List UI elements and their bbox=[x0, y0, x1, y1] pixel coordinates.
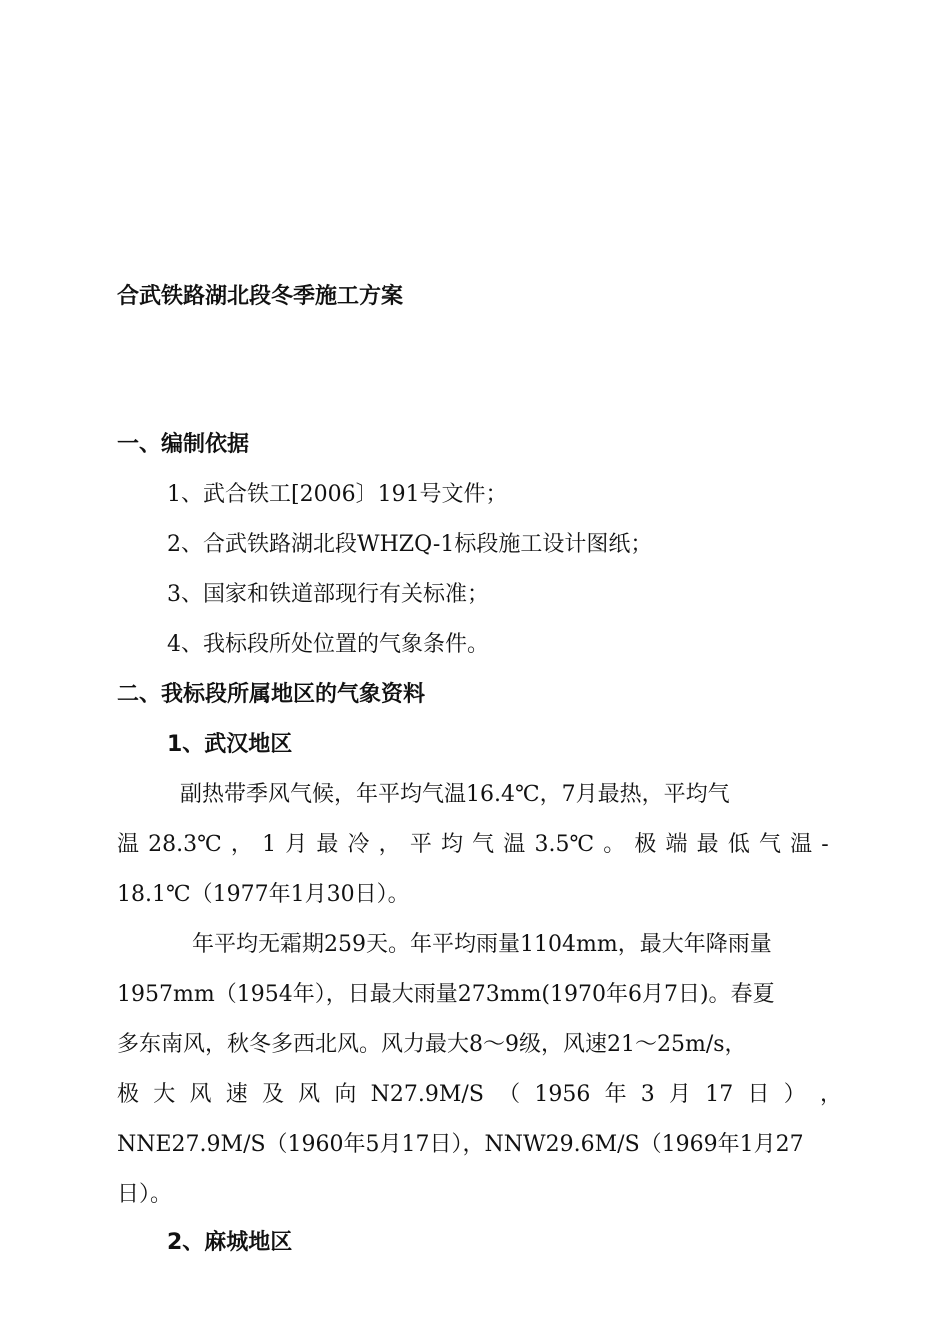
justified-text-fragment: ） bbox=[783, 1082, 806, 1107]
justified-text-fragment: ， bbox=[378, 832, 401, 857]
section-heading-climate: 二、我标段所属地区的气象资料 bbox=[117, 682, 426, 707]
paragraph-line: 18.1℃（1977年1月30日）。 bbox=[117, 882, 410, 907]
justified-text-fragment: 大 bbox=[153, 1082, 176, 1107]
paragraph-line: 年平均无霜期259天。年平均雨量1104mm，最大年降雨量 bbox=[192, 932, 772, 957]
justified-text-fragment: 。 bbox=[603, 832, 626, 857]
justified-text-fragment: ， bbox=[230, 832, 253, 857]
paragraph-line-justified bbox=[117, 1080, 842, 1110]
justified-text-fragment: 均 bbox=[440, 832, 463, 857]
justified-text-fragment: 气 bbox=[472, 832, 495, 857]
justified-text-fragment: 端 bbox=[665, 832, 688, 857]
justified-text-fragment: 最 bbox=[316, 832, 339, 857]
justified-text-fragment: 温 bbox=[117, 832, 140, 857]
paragraph-line: 日）。 bbox=[117, 1182, 173, 1207]
paragraph-line: 1957mm（1954年），日最大雨量273mm(1970年6月7日)。春夏 bbox=[117, 982, 775, 1007]
subsection-heading-macheng: 2、麻城地区 bbox=[167, 1230, 293, 1255]
justified-text-fragment: 气 bbox=[758, 832, 781, 857]
subsection-heading-wuhan: 1、武汉地区 bbox=[167, 732, 293, 757]
justified-text-fragment: 月 bbox=[285, 832, 308, 857]
justified-text-fragment: 年 bbox=[604, 1082, 627, 1107]
justified-text-fragment: 平 bbox=[409, 832, 432, 857]
justified-text-fragment: 月 bbox=[669, 1082, 692, 1107]
justified-text-fragment: ， bbox=[819, 1082, 842, 1107]
justified-text-fragment: 低 bbox=[727, 832, 750, 857]
justified-text-fragment: 速 bbox=[225, 1082, 248, 1107]
justified-text-fragment: 极 bbox=[634, 832, 657, 857]
justified-text-fragment: 1 bbox=[262, 832, 277, 857]
justified-text-fragment: 极 bbox=[117, 1082, 140, 1107]
justified-text-fragment: 温 bbox=[790, 832, 813, 857]
list-item: 3、国家和铁道部现行有关标准； bbox=[167, 582, 489, 607]
justified-text-fragment: 1956 bbox=[534, 1082, 591, 1107]
justified-text-fragment: （ bbox=[498, 1082, 521, 1107]
justified-text-fragment: 3.5℃ bbox=[534, 832, 595, 857]
section-heading-basis: 一、编制依据 bbox=[117, 432, 250, 457]
paragraph-line: 副热带季风气候，年平均气温16.4℃，7月最热，平均气 bbox=[180, 782, 730, 807]
justified-text-fragment: 冷 bbox=[347, 832, 370, 857]
justified-text-fragment: 3 bbox=[640, 1082, 655, 1107]
paragraph-line-justified bbox=[117, 830, 829, 860]
justified-text-fragment: 日 bbox=[747, 1082, 770, 1107]
justified-text-fragment: 风 bbox=[189, 1082, 212, 1107]
justified-text-fragment: 17 bbox=[705, 1082, 734, 1107]
list-item: 1、武合铁工[2006〕191号文件； bbox=[167, 482, 508, 507]
justified-text-fragment: 风 bbox=[298, 1082, 321, 1107]
document-title: 合武铁路湖北段冬季施工方案 bbox=[117, 284, 404, 309]
justified-text-fragment: - bbox=[821, 832, 829, 857]
paragraph-line: 多东南风，秋冬多西北风。风力最大8～9级，风速21～25m/s， bbox=[117, 1032, 747, 1057]
list-item: 4、我标段所处位置的气象条件。 bbox=[167, 632, 489, 657]
paragraph-line: NNE27.9M/S（1960年5月17日），NNW29.6M/S（1969年1月27 bbox=[117, 1132, 804, 1157]
justified-text-fragment: 及 bbox=[261, 1082, 284, 1107]
justified-text-fragment: 温 bbox=[503, 832, 526, 857]
justified-text-fragment: 最 bbox=[696, 832, 719, 857]
list-item: 2、合武铁路湖北段WHZQ-1标段施工设计图纸； bbox=[167, 532, 653, 557]
justified-text-fragment: 28.3℃ bbox=[148, 832, 222, 857]
justified-text-fragment: 向 bbox=[334, 1082, 357, 1107]
justified-text-fragment: N27.9M/S bbox=[370, 1082, 484, 1107]
